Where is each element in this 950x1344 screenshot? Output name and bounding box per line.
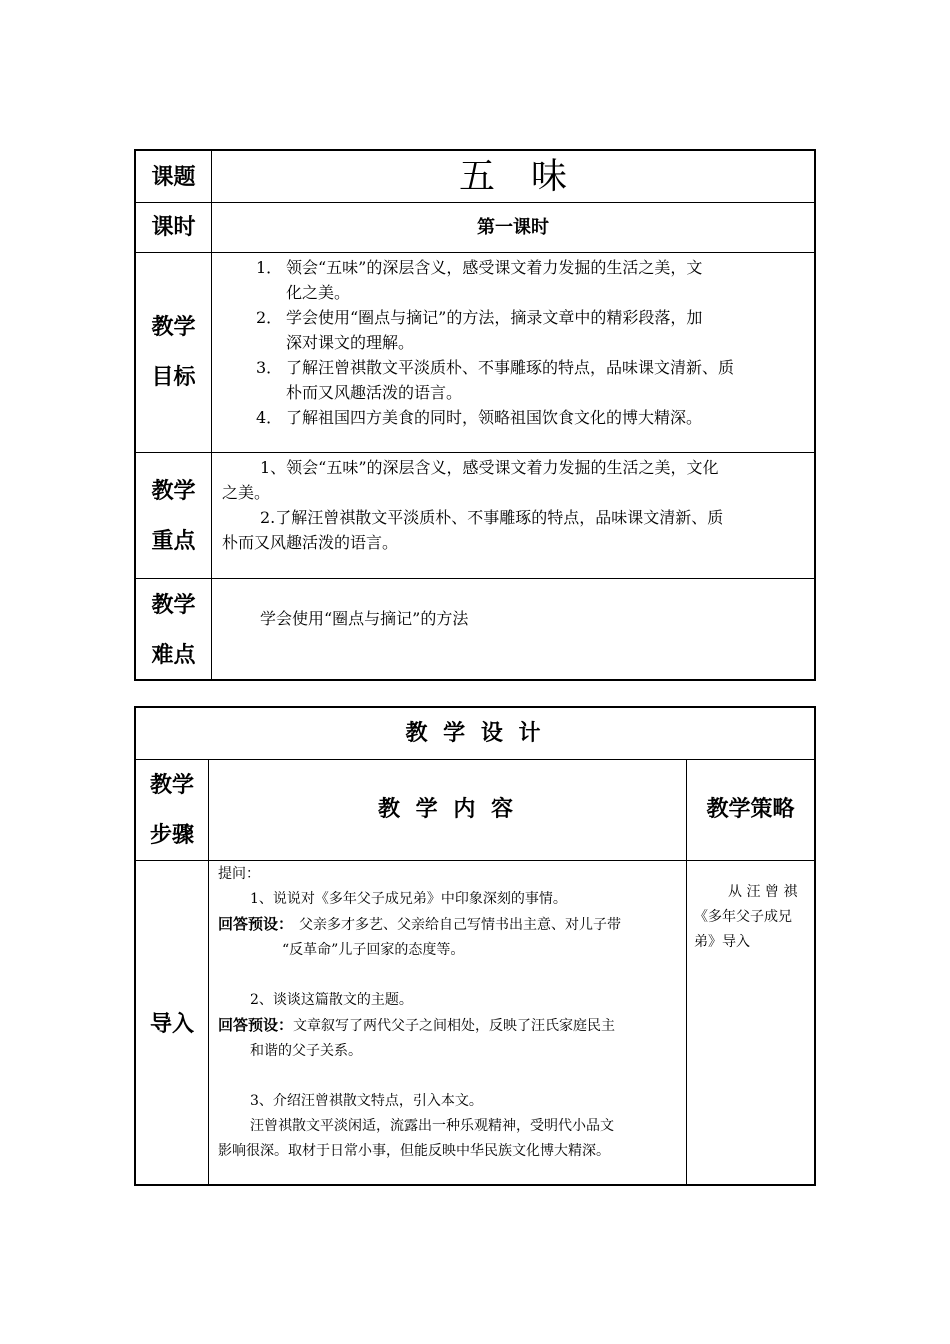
lesson-info-table (134, 149, 816, 681)
key-point-line: 1、领会“五味”的深层含义，感受课文着力发掘的生活之美，文化 (260, 458, 719, 477)
design-title: 教 学 设 计 (405, 721, 545, 746)
step-column-header: 教学 步骤 (149, 773, 194, 848)
difficulty-label: 教学 难点 (151, 593, 196, 668)
step-name: 导入 (149, 1012, 194, 1037)
topic-label: 课题 (151, 165, 196, 190)
period-label: 课时 (151, 215, 196, 240)
goal-item: 4． 了解祖国四方美食的同时，领略祖国饮食文化的博大精深。 (256, 408, 703, 427)
key-point-line: 2.了解汪曾祺散文平淡质朴、不事雕琢的特点，品味课文清新、质 (260, 508, 724, 527)
lesson-title: 五 味 (458, 156, 567, 197)
difficulty-text: 学会使用“圈点与摘记”的方法 (260, 609, 469, 628)
teaching-design-table (134, 706, 816, 1186)
key-point-line: 朴而又风趣活泼的语言。 (222, 533, 399, 552)
strategy-text: 从 汪 曾 祺 《多年父子成兄 弟》导入 (694, 884, 798, 950)
goal-item: 1． 领会“五味”的深层含义，感受课文着力发掘的生活之美，文 化之美。 (256, 258, 703, 302)
goals-label: 教学 目标 (151, 315, 196, 390)
goal-item: 3． 了解汪曾祺散文平淡质朴、不事雕琢的特点，品味课文清新、质 朴而又风趣活泼的语言。 (256, 358, 735, 402)
key-points-text (222, 455, 810, 555)
period-value: 第一课时 (477, 217, 549, 238)
key-point-line: 之美。 (222, 483, 271, 502)
strategy-column-header: 教学策略 (706, 797, 795, 822)
step-content: 提问： 1、说说对《多年父子成兄弟》中印象深刻的事情。 回答预设： 父亲多才多艺、父亲给自己写情书出主意、对儿子带 “反革命”儿子回家的态度等。 2、谈谈这篇散文的主题。 回答预设：文章叙写了两代父子之间相处，反映了汪氏家庭民主 和谐的父子关系。 3、介绍汪曾祺散文特点，引入本文。 汪曾祺散文平淡闲适，流露出一种乐观精神，受明代小品文 影响很深。取材于日常小事，但能反映中华民族文化博大精深。 (218, 866, 622, 1159)
goals-list (212, 255, 812, 430)
content-column-header: 教 学 内 容 (378, 797, 517, 822)
key-points-label: 教学 重点 (151, 479, 196, 554)
goal-item: 2． 学会使用“圈点与摘记”的方法，摘录文章中的精彩段落，加 深对课文的理解。 (256, 308, 703, 352)
